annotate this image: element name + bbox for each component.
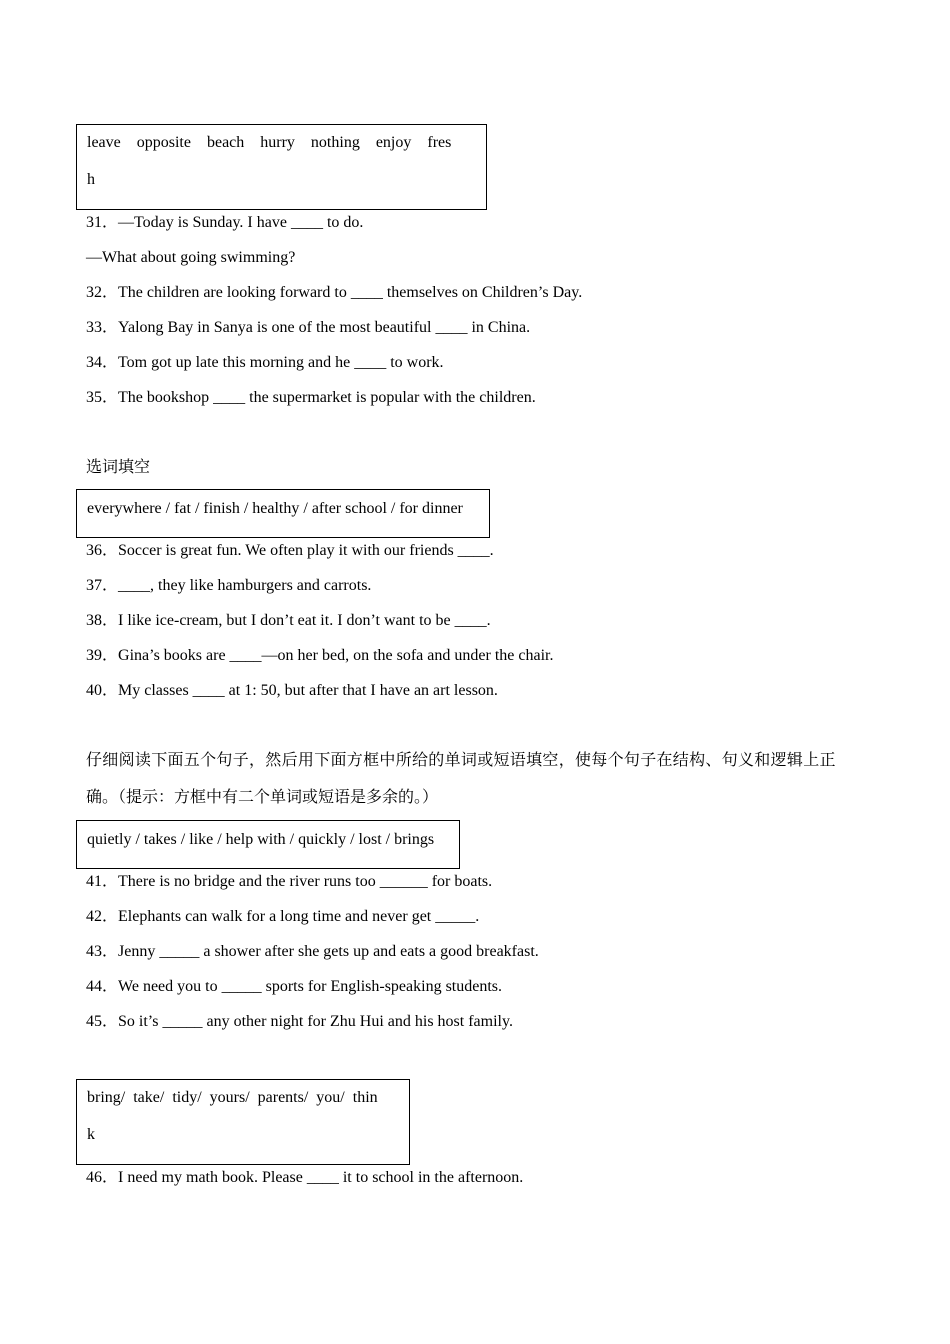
- word-box-4-line2: k: [87, 1126, 95, 1143]
- section-2-heading: 选词填空: [86, 459, 151, 476]
- question-42: 42．Elephants can walk for a long time and never get _____.: [86, 908, 480, 925]
- question-41: 41．There is no bridge and the river runs too ______ for boats.: [86, 873, 493, 890]
- question-38: 38．I like ice-cream, but I don’t eat it. I don’t want to be ____.: [86, 612, 491, 629]
- word-box-4: [76, 1079, 410, 1165]
- word-box-1: [76, 124, 487, 210]
- question-37: 37．____, they like hamburgers and carrots.: [86, 577, 372, 594]
- word-box-4-line1: bring/ take/ tidy/ yours/ parents/ you/ thin: [87, 1089, 378, 1106]
- question-31-reply: —What about going swimming?: [86, 249, 296, 266]
- question-45: 45．So it’s _____ any other night for Zhu Hui and his host family.: [86, 1013, 513, 1030]
- question-44: 44．We need you to _____ sports for English-speaking students.: [86, 978, 503, 995]
- question-31: 31．—Today is Sunday. I have ____ to do.: [86, 214, 364, 231]
- word-box-1-line2: h: [87, 171, 95, 188]
- question-40: 40．My classes ____ at 1: 50, but after that I have an art lesson.: [86, 682, 498, 699]
- word-box-1-line1: leave opposite beach hurry nothing enjoy fres: [87, 134, 452, 151]
- question-34: 34．Tom got up late this morning and he ____ to work.: [86, 354, 444, 371]
- section-3-instruction-line1: 仔细阅读下面五个句子，然后用下面方框中所给的单词或短语填空，使每个句子在结构、句义和逻辑上正: [86, 752, 836, 769]
- question-35: 35．The bookshop ____ the supermarket is popular with the children.: [86, 389, 536, 406]
- question-46: 46．I need my math book. Please ____ it to school in the afternoon.: [86, 1169, 524, 1186]
- section-3-instruction-line2: 确。（提示：方框中有二个单词或短语是多余的。）: [86, 789, 439, 806]
- word-box-3: [76, 820, 460, 869]
- word-box-3-text: quietly / takes / like / help with / quickly / lost / brings: [87, 831, 435, 848]
- word-box-2-text: everywhere / fat / finish / healthy / after school / for dinner: [87, 500, 463, 517]
- question-32: 32．The children are looking forward to ____ themselves on Children’s Day.: [86, 284, 583, 301]
- question-33: 33．Yalong Bay in Sanya is one of the most beautiful ____ in China.: [86, 319, 531, 336]
- word-box-2: [76, 489, 490, 538]
- question-39: 39．Gina’s books are ____—on her bed, on the sofa and under the chair.: [86, 647, 554, 664]
- question-43: 43．Jenny _____ a shower after she gets up and eats a good breakfast.: [86, 943, 539, 960]
- question-36: 36．Soccer is great fun. We often play it with our friends ____.: [86, 542, 494, 559]
